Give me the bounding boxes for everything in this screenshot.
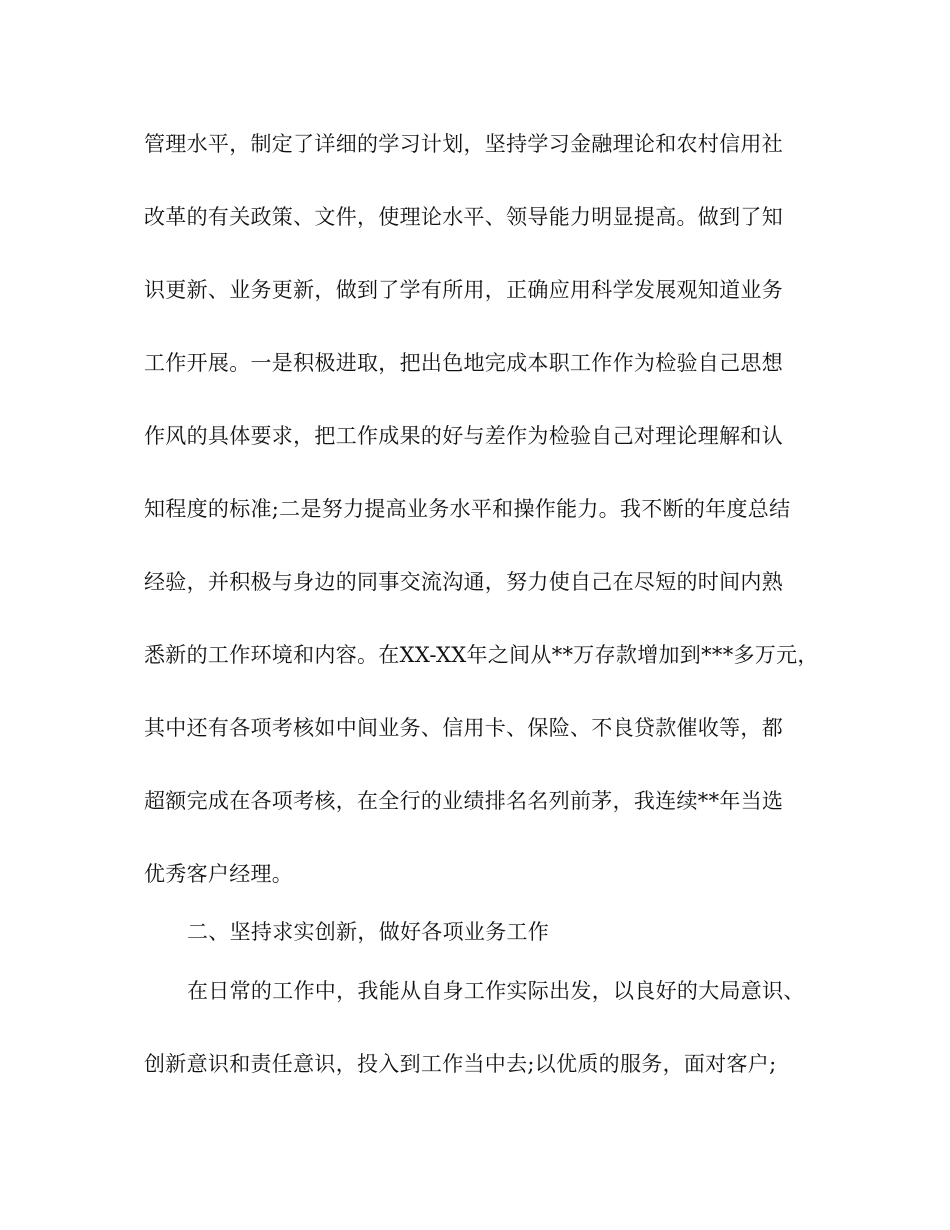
text-line: 知程度的标准;二是努力提高业务水平和操作能力。我不断的年度总结 <box>144 497 791 521</box>
text-line: 经验，并积极与身边的同事交流沟通，努力使自己在尽短的时间内熟 <box>144 570 783 594</box>
text-line: 改革的有关政策、文件，使理论水平、领导能力明显提高。做到了知 <box>144 205 783 229</box>
text-line: 管理水平，制定了详细的学习计划，坚持学习金融理论和农村信用社 <box>144 132 783 156</box>
text-line: 工作开展。一是积极进取，把出色地完成本职工作作为检验自己思想 <box>144 351 783 375</box>
text-line: 创新意识和责任意识，投入到工作当中去;以优质的服务，面对客户; <box>144 1052 777 1076</box>
section-heading: 二、坚持求实创新，做好各项业务工作 <box>187 920 550 944</box>
text-line: 悉新的工作环境和内容。在XX-XX年之间从**万存款增加到***多万元， <box>144 643 819 667</box>
text-line: 优秀客户经理。 <box>144 862 294 886</box>
text-line: 作风的具体要求，把工作成果的好与差作为检验自己对理论理解和认 <box>144 424 783 448</box>
text-line: 识更新、业务更新，做到了学有所用，正确应用科学发展观知道业务 <box>144 278 783 302</box>
text-line: 在日常的工作中，我能从自身工作实际出发，以良好的大局意识、 <box>187 979 805 1003</box>
text-line: 超额完成在各项考核，在全行的业绩排名名列前茅，我连续**年当选 <box>144 789 784 813</box>
text-line: 其中还有各项考核如中间业务、信用卡、保险、不良贷款催收等，都 <box>144 716 783 740</box>
